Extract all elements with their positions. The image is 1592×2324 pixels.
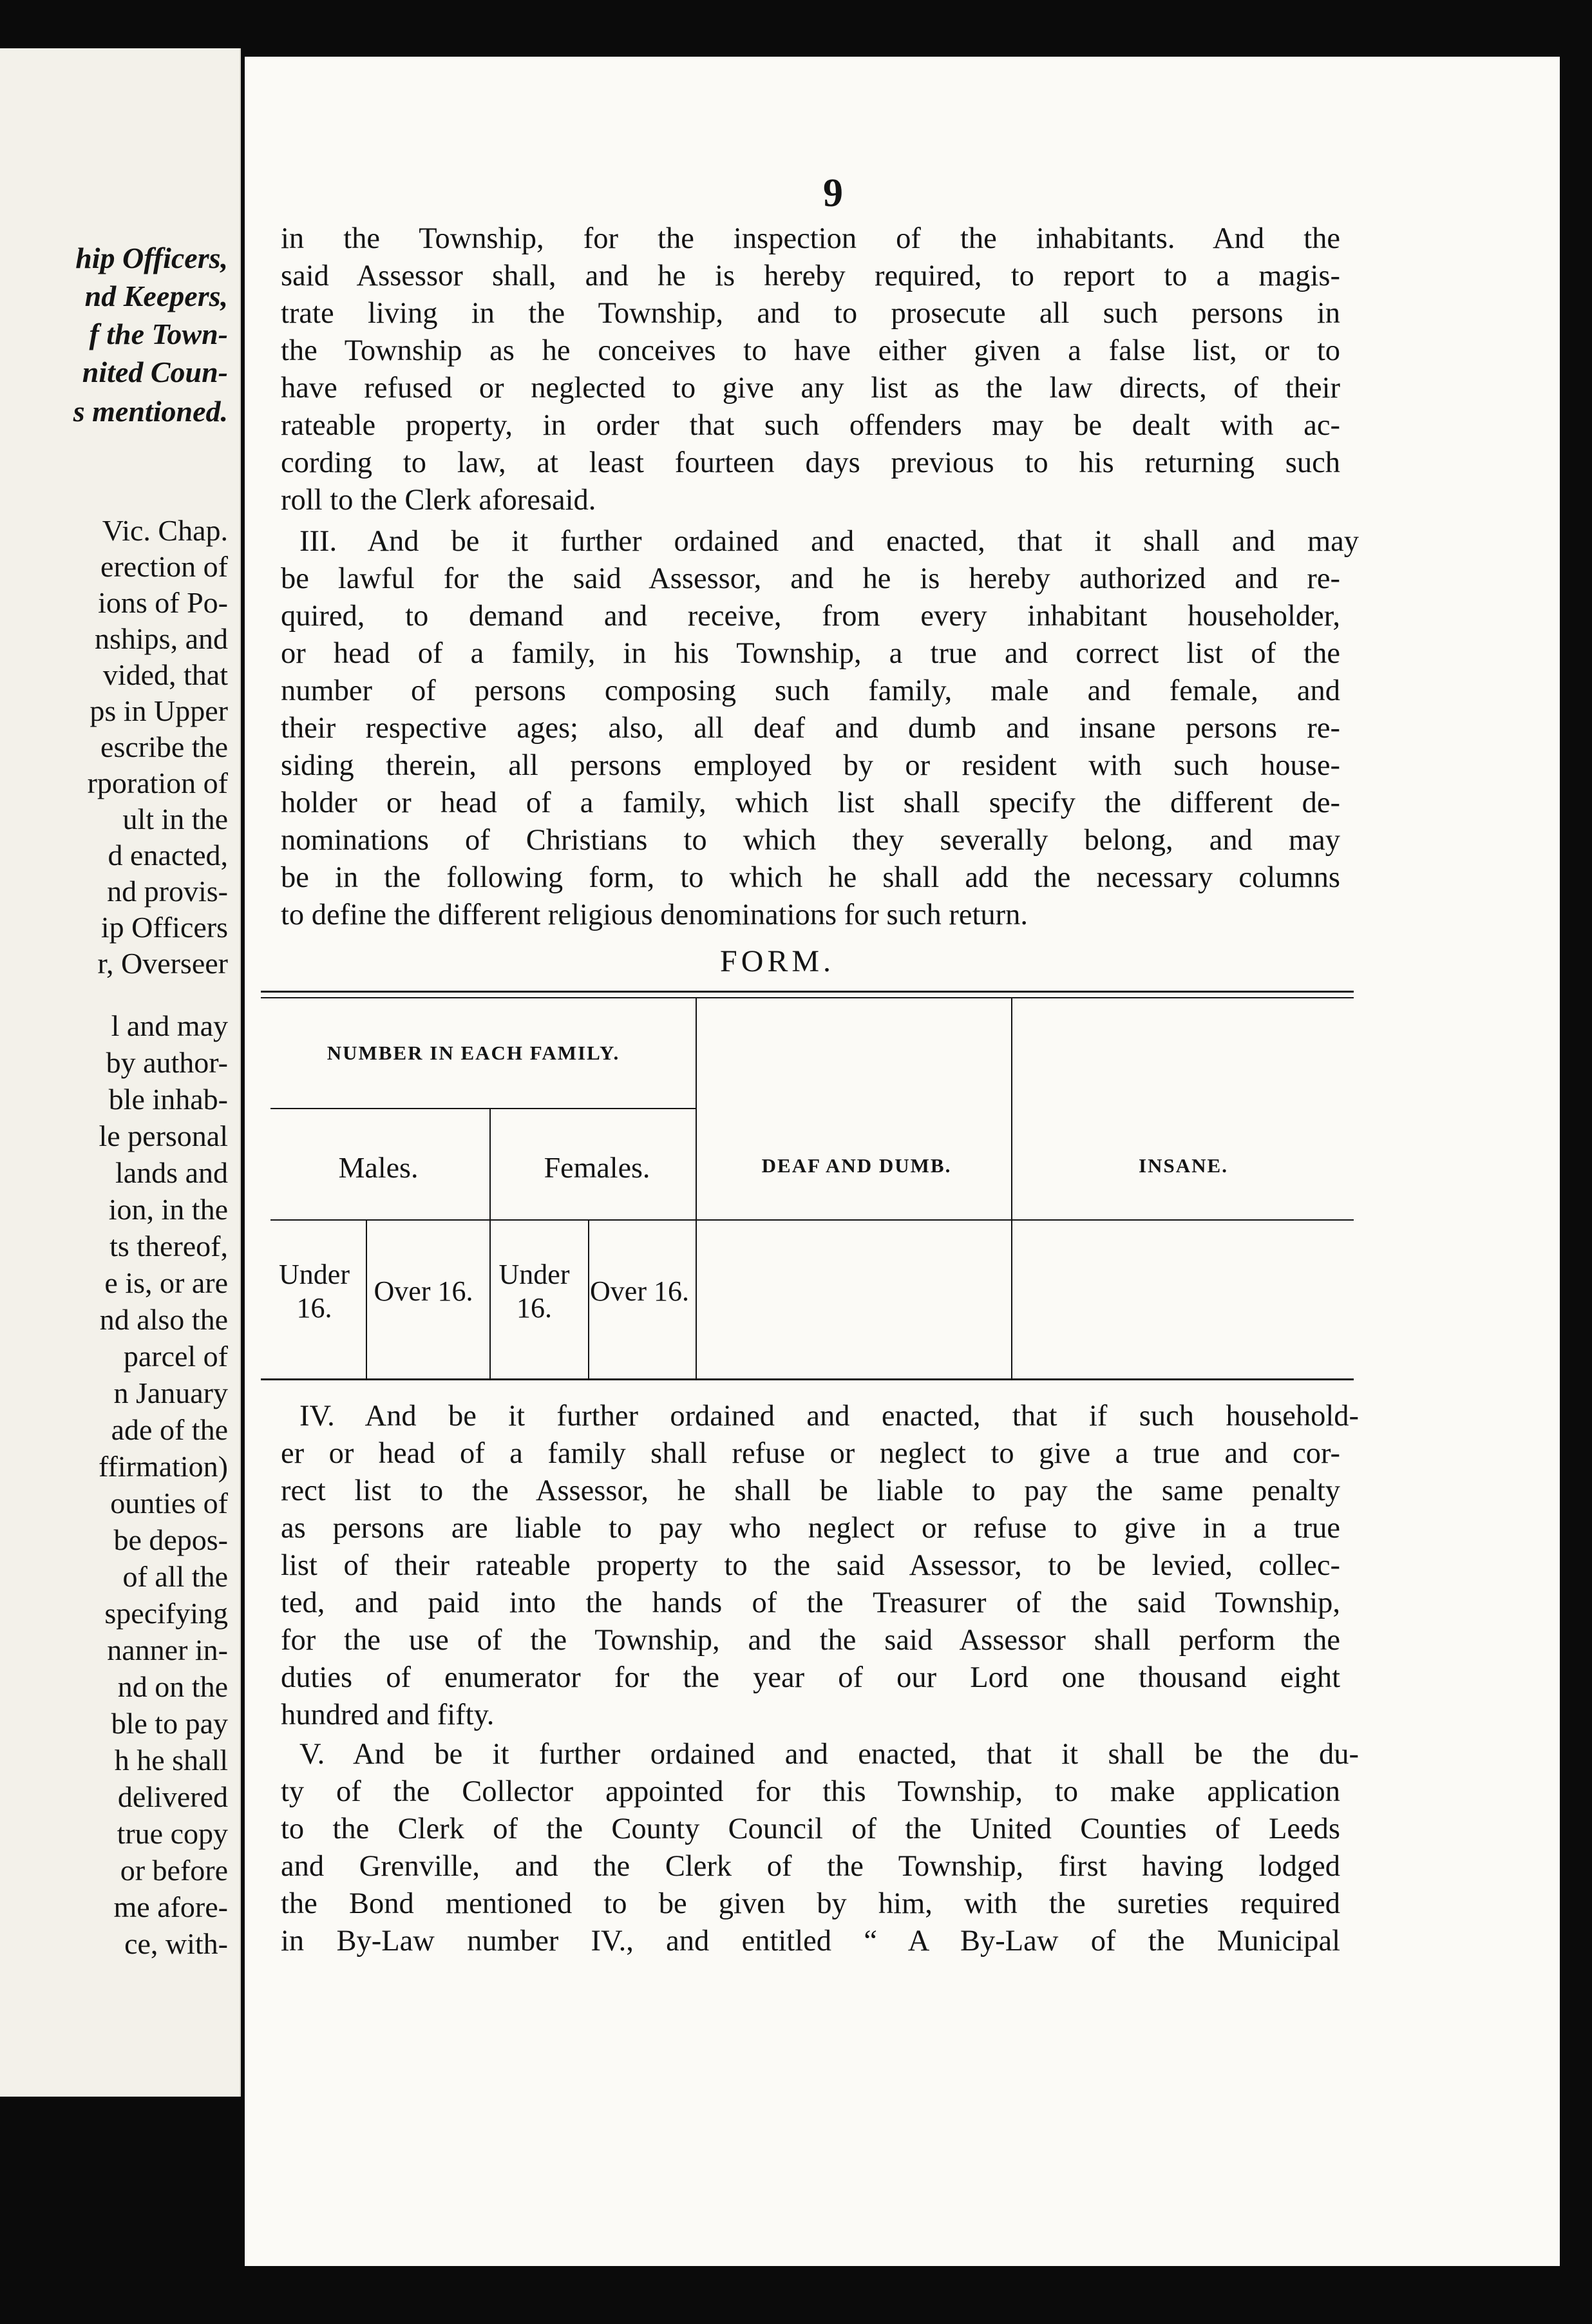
body-line: in the Township, for the inspection of the inhabitants. And the (281, 222, 1340, 255)
left-page-line: be depos- (113, 1523, 228, 1556)
left-page-line: ip Officers (100, 911, 228, 944)
left-page-line: vided, that (102, 658, 228, 691)
females-under-16: Under 16. (498, 1259, 570, 1324)
left-page-line: ult in the (122, 803, 228, 835)
body-line: holder or head of a family, which list shall specify the different de- (281, 786, 1340, 819)
left-page-line: ions of Po- (98, 586, 228, 619)
left-page-line: e is, or are (104, 1266, 228, 1299)
left-page-line: ade of the (111, 1413, 228, 1446)
v-rule-f1 (588, 1219, 589, 1378)
left-page-line: Vic. Chap. (102, 514, 228, 547)
body-line: duties of enumerator for the year of our Lord one thousand eight (281, 1661, 1340, 1694)
body-line: trate living in the Township, and to prosecute all such persons in (281, 297, 1340, 330)
body-line: roll to the Clerk aforesaid. (281, 484, 596, 517)
left-page-line: d enacted, (108, 839, 228, 872)
body-line: siding therein, all persons employed by or resident with such house- (281, 749, 1340, 782)
left-page-line: ounties of (110, 1487, 228, 1519)
body-line: nominations of Christians to which they severally belong, and may (281, 824, 1340, 857)
body-line: ted, and paid into the hands of the Treasurer of the said Township, (281, 1586, 1340, 1619)
left-page-line: lands and (115, 1156, 228, 1189)
left-page (0, 48, 241, 2097)
left-page-line: hip Officers, (75, 242, 228, 274)
body-line: number of persons composing such family, male and female, and (281, 674, 1340, 707)
body-line: V. And be it further ordained and enacted, that it shall be the du- (299, 1738, 1359, 1771)
deaf-dumb-header: DEAF AND DUMB. (761, 1154, 952, 1177)
left-page-line: l and may (111, 1009, 228, 1042)
body-line: be in the following form, to which he shall add the necessary columns (281, 861, 1340, 894)
left-page-line: specifying (104, 1597, 228, 1630)
left-page-line: nd provis- (107, 875, 228, 908)
body-line: be lawful for the said Assessor, and he is hereby authorized and re- (281, 562, 1340, 595)
left-page-line: ps in Upper (90, 694, 228, 727)
left-page-line: parcel of (123, 1340, 228, 1373)
body-line: for the use of the Township, and the said Assessor shall perform the (281, 1624, 1340, 1657)
group-rule (270, 1108, 696, 1109)
males-header: Males. (338, 1150, 419, 1184)
females-over-16: Over 16. (590, 1275, 689, 1307)
left-page-line: nanner in- (107, 1633, 228, 1666)
body-line: the Bond mentioned to be given by him, with the sureties required (281, 1887, 1340, 1920)
left-page-line: r, Overseer (97, 947, 228, 980)
left-page-line: n January (113, 1376, 228, 1409)
number-in-family-header: NUMBER IN EACH FAMILY. (327, 1042, 620, 1064)
left-page-line: escribe the (100, 730, 228, 763)
body-line: or head of a family, in his Township, a true and correct list of the (281, 637, 1340, 670)
form-title: FORM. (720, 944, 835, 978)
body-line: their respective ages; also, all deaf and dumb and insane persons re- (281, 712, 1340, 745)
body-line: hundred and fifty. (281, 1699, 495, 1731)
left-page-line: ts thereof, (109, 1230, 228, 1262)
body-line: and Grenville, and the Clerk of the Township, first having lodged (281, 1850, 1340, 1883)
body-line: III. And be it further ordained and enacted, that it shall and may (299, 525, 1359, 558)
left-page-line: of all the (122, 1560, 228, 1593)
body-line: to define the different religious denominations for such return. (281, 899, 1028, 931)
left-page-line: ion, in the (108, 1193, 228, 1226)
body-line: have refused or neglected to give any list as the law directs, of their (281, 372, 1340, 405)
left-page-line: ble to pay (111, 1707, 228, 1740)
left-page-line: rporation of (87, 767, 228, 799)
left-page-line: nd Keepers, (84, 280, 228, 312)
body-line: quired, to demand and receive, from every inhabitant householder, (281, 600, 1340, 633)
table-top-rule (261, 991, 1354, 993)
left-page-line: true copy (117, 1817, 228, 1850)
left-page-line: ce, with- (124, 1927, 228, 1960)
body-line: er or head of a family shall refuse or neglect to give a true and cor- (281, 1437, 1340, 1470)
left-page-line: erection of (100, 550, 228, 583)
table-bottom-rule (261, 1378, 1354, 1380)
males-under-16: Under 16. (279, 1259, 350, 1324)
v-rule-m1 (366, 1219, 367, 1378)
body-line: cording to law, at least fourteen days previous to his returning such (281, 446, 1340, 479)
body-line: the Township as he conceives to have either given a false list, or to (281, 334, 1340, 367)
v-rule-males-females (489, 1108, 491, 1378)
left-page-line: delivered (117, 1780, 228, 1813)
subheader-rule (270, 1219, 1354, 1221)
body-line: to the Clerk of the County Council of the United Counties of Leeds (281, 1813, 1340, 1845)
body-line: ty of the Collector appointed for this Township, to make application (281, 1775, 1340, 1808)
left-page-line: me afore- (113, 1891, 228, 1923)
body-line: as persons are liable to pay who neglect or refuse to give in a true (281, 1512, 1340, 1545)
v-rule-insane-left (1011, 998, 1012, 1378)
left-page-line: s mentioned. (73, 395, 228, 428)
table-top-rule-2 (261, 997, 1354, 998)
body-line: list of their rateable property to the said Assessor, to be levied, collec- (281, 1549, 1340, 1582)
left-page-line: nited Coun- (82, 356, 228, 388)
left-page-line: nships, and (95, 622, 228, 655)
left-page-line: ble inhab- (108, 1083, 228, 1116)
left-page-line: nd on the (117, 1670, 228, 1703)
body-line: IV. And be it further ordained and enacted, that if such household- (299, 1400, 1359, 1433)
left-page-line: f the Town- (89, 318, 228, 350)
left-page-line: nd also the (99, 1303, 228, 1336)
body-line: rateable property, in order that such offenders may be dealt with ac- (281, 409, 1340, 442)
left-page-line: by author- (106, 1046, 228, 1079)
left-page-line: or before (120, 1854, 228, 1887)
males-over-16: Over 16. (374, 1275, 473, 1307)
left-page-line: ffirmation) (99, 1450, 228, 1483)
females-header: Females. (544, 1150, 650, 1184)
left-page-line: h he shall (114, 1744, 228, 1776)
body-line: said Assessor shall, and he is hereby required, to report to a magis- (281, 260, 1340, 292)
body-line: in By-Law number IV., and entitled “ A By-Law of the Municipal (281, 1925, 1340, 1957)
page-number: 9 (823, 171, 843, 215)
v-rule-deaf-left (696, 998, 697, 1378)
insane-header: INSANE. (1139, 1154, 1228, 1177)
body-line: rect list to the Assessor, he shall be liable to pay the same penalty (281, 1474, 1340, 1507)
left-page-line: le personal (99, 1119, 228, 1152)
